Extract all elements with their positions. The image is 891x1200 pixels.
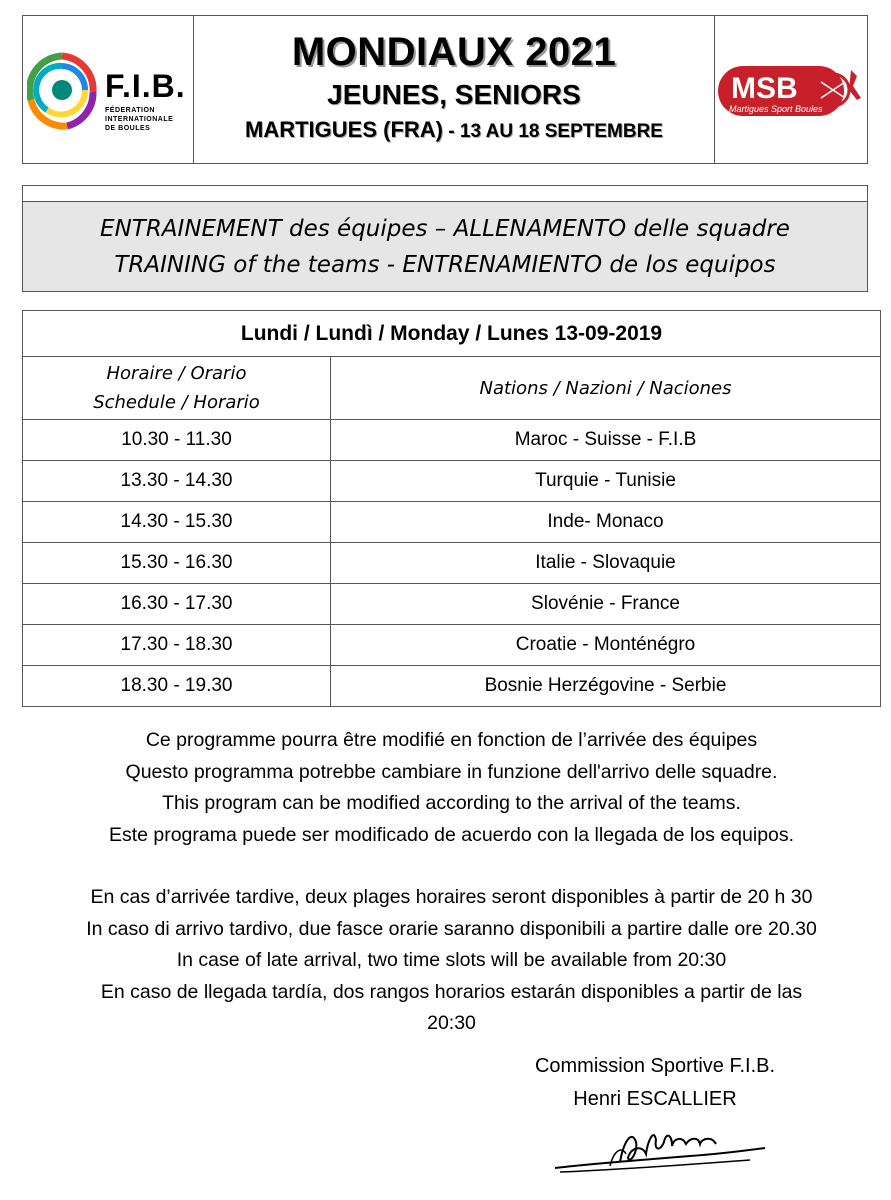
dates: - 13 AU 18 SEPTEMBRE — [443, 121, 663, 142]
fib-logo-cell — [23, 16, 194, 163]
time-cell: 10.30 - 11.30 — [23, 420, 331, 461]
msb-initials: MSB — [731, 72, 798, 105]
nations-cell: Inde- Monaco — [331, 502, 881, 543]
col-time-line-2: Schedule / Horario — [93, 392, 260, 413]
time-cell: 18.30 - 19.30 — [23, 666, 331, 707]
signature-line-1: Commission Sportive F.I.B. — [534, 1055, 776, 1077]
page-subtitle: JEUNES, SENIORS — [327, 79, 581, 110]
time-cell: 14.30 - 15.30 — [23, 502, 331, 543]
table-row — [23, 461, 881, 502]
msb-name: Martigues Sport Boules — [729, 104, 823, 114]
notes-gap — [22, 851, 881, 882]
time-cell: 15.30 - 16.30 — [23, 543, 331, 584]
training-banner — [22, 202, 868, 292]
late-note-en: In case of late arrival, two time slots will be available from 20:30 — [176, 949, 727, 971]
table-row — [23, 502, 881, 543]
table-row — [23, 625, 881, 666]
col-time-line-1: Horaire / Orario — [106, 363, 247, 384]
fib-subtitle: FÉDERATION INTERNATIONALE DE BOULES — [105, 107, 174, 132]
fib-initials: F.I.B. — [105, 68, 186, 104]
table-row — [23, 666, 881, 707]
header-row — [23, 357, 881, 420]
col-time-header — [23, 357, 331, 420]
note-es: Este programa puede ser modificado de acuerdo con la llegada de los equipos. — [108, 823, 795, 846]
location-dates — [194, 117, 714, 143]
late-note-es-2: 20:30 — [427, 1012, 476, 1034]
handwritten-signature — [550, 1120, 770, 1180]
late-note-it: In caso di arrivo tardivo, due fasce orarie saranno disponibili a partire dalle ore 20.30 — [86, 917, 817, 940]
header — [22, 15, 868, 164]
signature-line-2: Henri ESCALLIER — [573, 1088, 737, 1110]
col-nations-header: Nations / Nazioni / Naciones — [331, 357, 881, 420]
banner-line-2: TRAINING of the teams - ENTRENAMIENTO de los equipos — [114, 252, 776, 278]
nations-cell: Slovénie - France — [331, 584, 881, 625]
late-note-es: En caso de llegada tardía, dos rangos horarios estarán disponibles a partir de las — [100, 980, 803, 1003]
separator-bar — [22, 185, 868, 202]
nations-cell: Italie - Slovaquie — [331, 543, 881, 584]
schedule-table — [22, 310, 881, 707]
time-cell: 13.30 - 14.30 — [23, 461, 331, 502]
nations-cell: Bosnie Herzégovine - Serbie — [331, 666, 881, 707]
location: MARTIGUES (FRA) — [245, 117, 443, 142]
note-en: This program can be modified according to the arrival of the teams. — [162, 792, 741, 814]
time-cell: 16.30 - 17.30 — [23, 584, 331, 625]
day-heading: Lundi / Lundì / Monday / Lunes 13-09-2019 — [23, 311, 881, 357]
table-row — [23, 584, 881, 625]
nations-cell: Croatie - Monténégro — [331, 625, 881, 666]
fib-logo-icon — [27, 44, 97, 144]
nations-cell: Maroc - Suisse - F.I.B — [331, 420, 881, 461]
signature-block — [500, 1050, 810, 1116]
late-note-fr: En cas d’arrivée tardive, deux plages horaires seront disponibles à partir de 20 h 30 — [90, 886, 813, 908]
table-row — [23, 420, 881, 461]
title-cell — [194, 16, 715, 163]
banner-line-1: ENTRAINEMENT des équipes – ALLENAMENTO delle squadre — [100, 216, 790, 242]
note-fr: Ce programme pourra être modifié en fonction de l’arrivée des équipes — [145, 729, 758, 751]
time-cell: 17.30 - 18.30 — [23, 625, 331, 666]
table-row — [23, 543, 881, 584]
day-row — [23, 311, 881, 357]
notes — [22, 725, 881, 1040]
page-title: MONDIAUX 2021 — [291, 30, 617, 74]
nations-cell: Turquie - Tunisie — [331, 461, 881, 502]
note-it: Questo programma potrebbe cambiare in funzione dell'arrivo delle squadre. — [125, 760, 778, 783]
msb-logo-cell — [715, 16, 867, 163]
msb-logo-icon — [717, 62, 867, 126]
